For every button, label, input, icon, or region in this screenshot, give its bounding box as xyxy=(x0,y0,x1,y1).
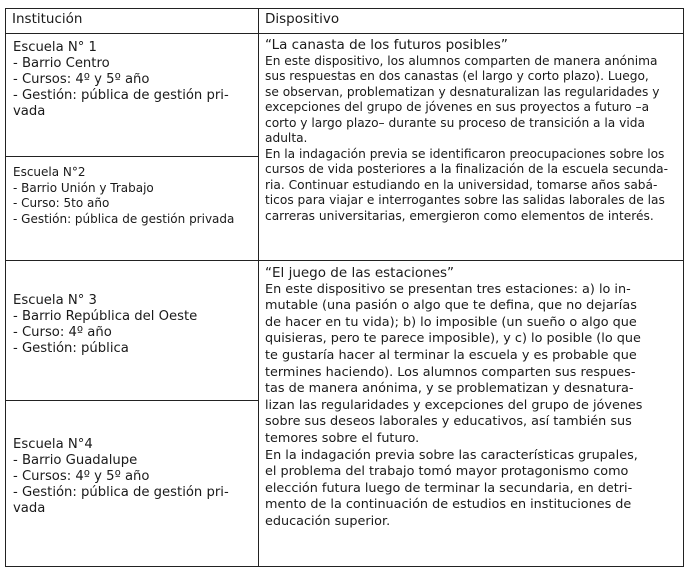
device-text-line: tas de manera anónima, y se problematizan y desnatura- xyxy=(265,381,634,397)
school-detail: - Cursos: 4º y 5º año xyxy=(13,72,150,87)
device-text-line: se observan, problematizan y desnaturalizan las regularidades y xyxy=(265,84,660,99)
device-text-line: ria. Continuar estudiando en la universidad, tomarse años sabá- xyxy=(265,177,658,192)
device-text-line: excepciones del grupo de jóvenes en sus proyectos a futuro –a xyxy=(265,100,650,114)
school-detail: - Cursos: 4º y 5º año xyxy=(13,469,150,484)
school-detail: - Barrio Unión y Trabajo xyxy=(13,180,154,195)
device-text-line: cursos de vida posteriores a la finalización de la escuela secunda- xyxy=(265,162,669,176)
device-text-line: de hacer en tu vida); b) lo imposible (un sueño o algo que xyxy=(265,314,637,330)
device-text-line: En la indagación previa sobre las características grupales, xyxy=(265,447,638,463)
school-detail: vada xyxy=(13,501,46,516)
institutions-table xyxy=(5,8,684,567)
school-name: Escuela N°2 xyxy=(13,165,86,179)
device-text-line: te gustaría hacer al terminar la escuela y es probable que xyxy=(265,347,637,363)
device-text-line: mento de la continuación de estudios en instituciones de xyxy=(265,497,632,513)
device-cell xyxy=(259,34,684,261)
device-text-line: En la indagación previa se identificaron preocupaciones sobre los xyxy=(265,146,665,161)
school-name: Escuela N° 1 xyxy=(13,40,97,55)
device-text-line: lizan las regularidades y excepciones del grupo de jóvenes xyxy=(265,397,643,413)
school-detail: vada xyxy=(13,104,46,119)
school-cell xyxy=(6,34,259,157)
table-row xyxy=(6,34,684,157)
device-title: “El juego de las estaciones” xyxy=(265,265,455,281)
school-detail: - Barrio Guadalupe xyxy=(13,453,138,468)
device-text-line: En este dispositivo, los alumnos comparten de manera anónima xyxy=(265,53,658,68)
device-text-line: carreras universitarias, emergieron como elementos de interés. xyxy=(265,208,654,223)
device-text-line: educación superior. xyxy=(265,513,391,529)
device-text-line: sus respuestas en dos canastas (el largo y corto plazo). Luego, xyxy=(265,69,649,83)
school-cell xyxy=(6,157,259,261)
device-text-line: el problema del trabajo tomó mayor protagonismo como xyxy=(265,464,629,480)
device-text-line: En este dispositivo se presentan tres estaciones: a) lo in- xyxy=(265,281,631,297)
header-dispositivo: Dispositivo xyxy=(259,9,684,34)
school-detail: - Gestión: pública de gestión privada xyxy=(13,211,235,226)
school-cell xyxy=(6,401,259,567)
school-detail: - Curso: 5to año xyxy=(13,196,110,210)
device-text-line: sobre sus deseos laborales y educativos, así también sus xyxy=(265,414,632,430)
device-title: “La canasta de los futuros posibles” xyxy=(265,38,508,53)
header-row xyxy=(6,9,684,34)
device-text-line: elección futura luego de terminar la secundaria, en detri- xyxy=(265,480,633,496)
device-text-line: temores sobre el futuro. xyxy=(265,430,420,446)
school-name: Escuela N°4 xyxy=(13,437,93,452)
school-detail: - Gestión: pública de gestión pri- xyxy=(13,485,229,500)
school-name: Escuela N° 3 xyxy=(13,293,97,308)
school-cell xyxy=(6,261,259,401)
school-detail: - Barrio Centro xyxy=(13,56,110,71)
device-text-line: corto y largo plazo– durante su proceso de transición a la vida xyxy=(265,115,645,130)
school-detail: - Gestión: pública xyxy=(13,341,129,356)
device-text-line: adulta. xyxy=(265,131,308,145)
header-institucion: Institución xyxy=(6,9,259,34)
table-row xyxy=(6,261,684,401)
school-detail: - Curso: 4º año xyxy=(13,325,112,340)
device-cell xyxy=(259,261,684,567)
device-text-line: ticos para viajar e interrogantes sobre las salidas laborales de las xyxy=(265,193,665,207)
device-text-line: termines haciendo). Los alumnos comparten sus respues- xyxy=(265,364,636,380)
school-detail: - Barrio República del Oeste xyxy=(13,309,198,324)
device-text-line: mutable (una pasión o algo que te defina, que no dejarías xyxy=(265,298,637,314)
device-text-line: quisieras, pero te parece imposible), y c) lo posible (lo que xyxy=(265,331,641,347)
school-detail: - Gestión: pública de gestión pri- xyxy=(13,88,229,103)
